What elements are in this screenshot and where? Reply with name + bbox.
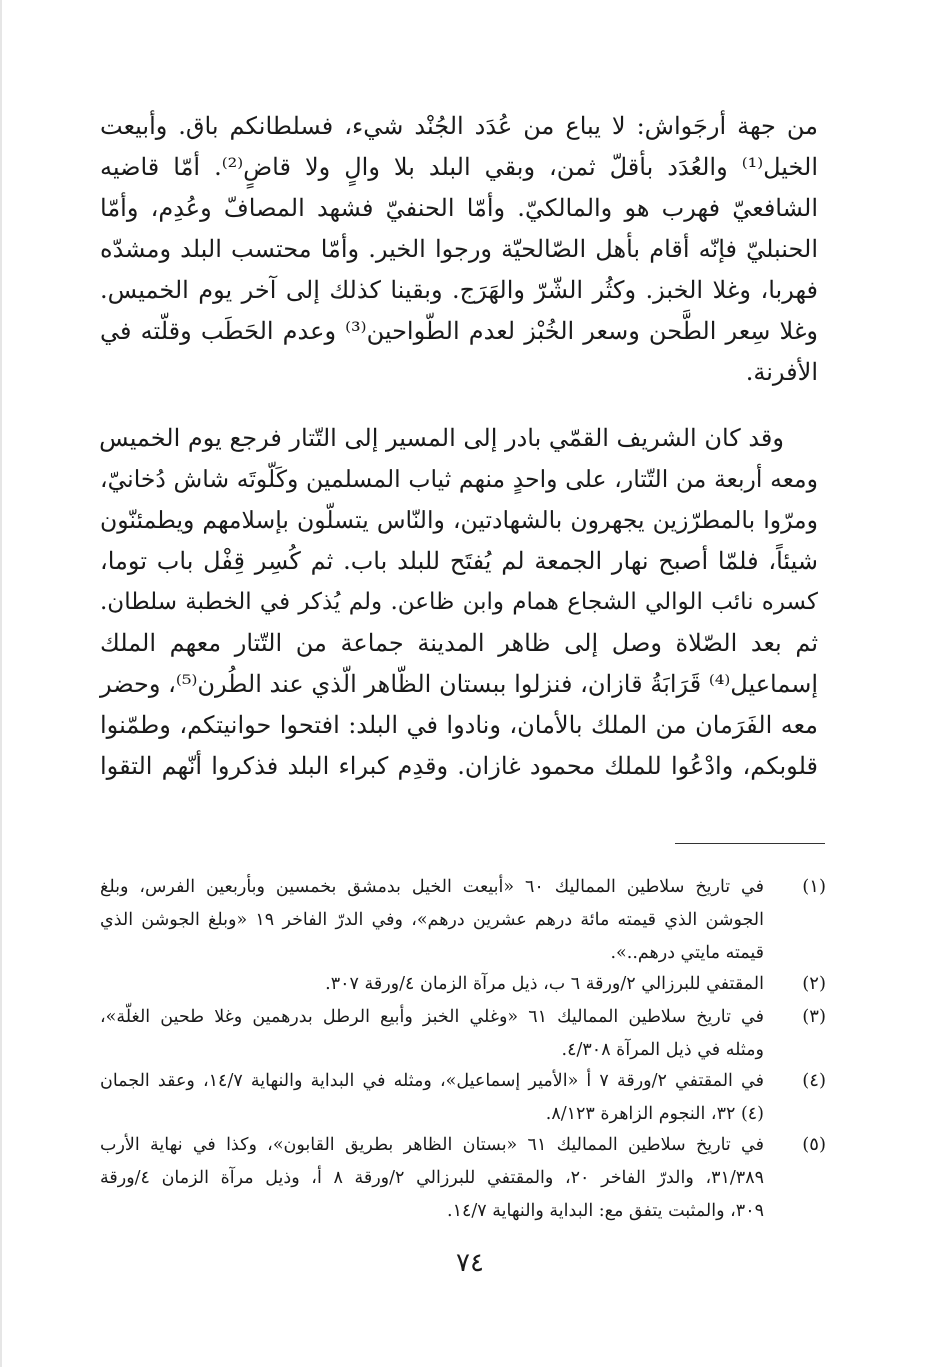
paragraph-2-line-3: ومرّوا بالمطرّزين يجهرون بالشهادتين، والنّاس يتسلّون بإسلامهم ويطمئنّون <box>100 506 818 534</box>
paragraph-2-line-7: إسماعيل⁽⁴⁾ قَرَابَةُ قازان، فنزلوا ببستان الظّاهر الّذي عند الطُرن⁽⁵⁾، وحضر <box>100 670 819 698</box>
footnote-separator <box>675 843 825 844</box>
footnote-number: (٥) <box>802 1134 826 1155</box>
paragraph-1-line-4: الحنبليّ فإنّه أقام بأهل الصّالحيّة ورجوا الخير. وأمّا محتسب البلد ومشدّه <box>100 235 818 263</box>
footnote-number: (١) <box>802 876 826 897</box>
paragraph-2-line-6: ثم بعد الصّلاة وصل إلى ظاهر المدينة جماعة من التّتار معهم الملك <box>100 629 818 657</box>
footnote-1-line-3: قيمته مايتي درهم..». <box>610 943 764 963</box>
footnote-3-line-1: في تاريخ سلاطين المماليك ٦١ «وغلي الخبز وأبيع الرطل بدرهمين وغلا طحين الغلّة»، <box>100 1007 765 1027</box>
footnote-1-line-2: الجوشن الذي قيمته مائة درهم عشرين درهم»، وفي الدرّ الفاخر ١٩ «وبلغ الجوشن الذي <box>100 910 765 930</box>
footnote-4-line-1: في المقتفي ٢/ورقة ٧ أ «الأمير إسماعيل»، ومثله في البداية والنهاية ١٤/٧، وعقد الجمان <box>100 1071 765 1091</box>
paragraph-1-line-6: وغلا سِعر الطَّحن وسعر الخُبْز لعدم الطّواحين⁽³⁾ وعدم الحَطَب وقلّته في <box>100 317 818 345</box>
footnote-4-line-2: (٤) ٣٢، النجوم الزاهرة ٨/١٢٣. <box>545 1104 764 1124</box>
footnote-number: (٤) <box>802 1070 826 1091</box>
footnote-5-line-1: في تاريخ سلاطين المماليك ٦١ «بستان الظاهر بطريق القابون»، وكذا في نهاية الأرب <box>100 1135 764 1155</box>
footnote-1-line-1: في تاريخ سلاطين المماليك ٦٠ «أبيعت الخيل بدمشق بخمسين وبأربعين الفرس، وبلغ <box>100 877 765 897</box>
page-number: ٧٤ <box>456 1248 484 1278</box>
footnote-5-line-2: ٣١/٣٨٩، والدرّ الفاخر ٢٠، والمقتفي للبرزالي ٢/ورقة ٨ أ، وذيل مرآة الزمان ٤/ورقة <box>100 1168 765 1188</box>
paragraph-1-line-1: من جهة أرجَواش: لا يباع من عُدَد الجُنْد شيء، فسلطانكم باق. وأبيعت <box>100 112 818 140</box>
paragraph-2-line-5: كسره نائب الوالي الشجاع همام وابن ظاعن. ولم يُذكر في الخطبة سلطان. <box>100 589 818 615</box>
paragraph-2-line-4: شيئاً، فلمّا أصبح نهار الجمعة لم يُفتَح للبلد باب. ثم كُسِر قِفْل باب توما، <box>100 547 818 575</box>
paragraph-1-line-2: الخيل⁽¹⁾ والعُدَد بأقلّ ثمن، وبقي البلد بلا والٍ ولا قاضٍ⁽²⁾. أمّا قاضيه <box>100 153 819 181</box>
paragraph-2-line-9: قلوبكم، وادْعُوا للملك محمود غازان. وقدِم كبراء البلد فذكروا أنّهم التقوا <box>100 752 818 780</box>
footnote-5-line-3: ٣٠٩، والمثبت يتفق مع: البداية والنهاية ١٤/٧. <box>447 1201 764 1221</box>
footnote-2-line-1: المقتفي للبرزالي ٢/ورقة ٦ ب، ذيل مرآة الزمان ٤/ورقة ٣٠٧. <box>325 974 764 994</box>
paragraph-1-line-7: الأفرنة. <box>745 358 818 386</box>
footnote-3-line-2: ومثله في ذيل المرآة ٤/٣٠٨. <box>561 1040 764 1060</box>
paragraph-2-line-2: ومعه أربعة من التّتار، على واحدٍ منهم ثياب المسلمين وكَلّوتَه شاش دُخانيّ، <box>100 465 818 493</box>
footnote-number: (٢) <box>802 973 826 994</box>
paragraph-2-line-1: وقد كان الشريف القمّي بادر إلى المسير إلى التّتار فرجع يوم الخميس <box>99 424 784 452</box>
footnote-number: (٣) <box>802 1006 826 1027</box>
paragraph-1-line-5: فهربا، وغلا الخبز. وكثُر الشّرّ والهَرَج. وبقينا كذلك إلى آخر يوم الخميس. <box>100 276 818 304</box>
paragraph-2-line-8: معه الفَرَمان من الملك بالأمان، ونادوا في البلد: افتحوا حوانيتكم، وطمّنوا <box>100 711 819 739</box>
scan-edge <box>0 0 2 1367</box>
paragraph-1-line-3: الشافعيّ فهرب هو والمالكيّ. وأمّا الحنفيّ فشهد المصافّ وعُدِم، وأمّا <box>100 194 818 222</box>
